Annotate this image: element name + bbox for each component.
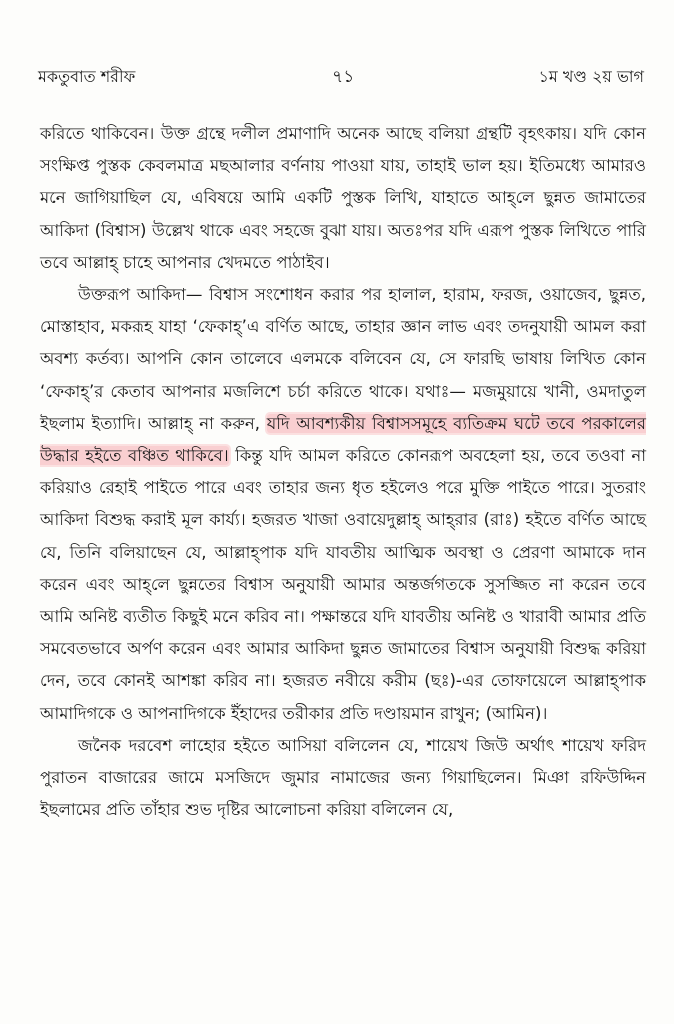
paragraph-2-text-after: কিন্তু যদি আমল করিতে কোনরূপ অবহেলা হয়, তবে তওবা না করিয়াও রেহাই পাইতে পারে এবং তাহার জন্য ধৃত হইলেও পরে মুক্তি পাইতে পারে। সুতরাং আকিদা বিশুদ্ধ করাই মূল কার্য্য। হজরত খাজা ওবায়েদুল্লাহ্‌ আহ্‌রার (রাঃ) হইতে বর্ণিত আছে যে, তিনি বলিয়াছেন যে, আল্লাহ্‌পাক যদি যাবতীয় আত্মিক অবস্থা ও প্রেরণা আমাকে দান করেন এবং আহ্‌লে ছুন্নতের বিশ্বাস অনুযায়ী আমার অন্তর্জগতকে সুসজ্জিত না করেন তবে আমি অনিষ্ট ব্যতীত কিছুই মনে করিব না। পক্ষান্তরে যদি যাবতীয় অনিষ্ট ও খারাবী আমার প্রতি সমবেতভাবে অর্পণ করেন এবং আমার আকিদা ছুন্নত জামাতের বিশ্বাস অনুযায়ী বিশুদ্ধ করিয়া দেন, তবে কোনই আশঙ্কা করিব না। হজরত নবীয়ে করীম (ছঃ)-এর তোফায়েলে আল্লাহ্‌পাক আমাদিগকে ও আপনাদিগকে ইঁহাদের তরীকার প্রতি দণ্ডায়মান রাখুন; (আমিন)।	[40, 446, 646, 723]
paragraph-1-text: করিতে থাকিবেন। উক্ত গ্রন্থে দলীল প্রমাণাদি অনেক আছে বলিয়া গ্রন্থটি বৃহৎকায়। যদি কোন সংক্ষিপ্ত পুস্তক কেবলমাত্র মছআলার বর্ণনায় পাওয়া যায়, তাহাই ভাল হয়। ইতিমধ্যে আমারও মনে জাগিয়াছিল যে, এবিষয়ে আমি একটি পুস্তক লিখি, যাহাতে আহ্‌লে ছুন্নত জামাতের আকিদা (বিশ্বাস) উল্লেখ থাকে এবং সহজে বুঝা যায়। অতঃপর যদি এরূপ পুস্তক লিখিতে পারি তবে আল্লাহ্‌ চাহে আপনার খেদমতে পাঠাইব।	[40, 124, 646, 272]
paragraph-3-text: জনৈক দরবেশ লাহোর হইতে আসিয়া বলিলেন যে, শায়েখ জিউ অর্থাৎ শায়েখ ফরিদ পুরাতন বাজারের জামে মসজিদে জুমার নামাজের জন্য গিয়াছিলেন। মিঞা রফিউদ্দিন ইছলামের প্রতি তাঁহার শুভ দৃষ্টির আলোচনা করিয়া বলিলেন যে,	[40, 735, 646, 820]
paragraph-2	[40, 279, 646, 730]
running-head	[38, 62, 644, 92]
paragraph-2-text-before: উক্তরূপ আকিদা— বিশ্বাস সংশোধন করার পর হালাল, হারাম, ফরজ, ওয়াজেব, ছুন্নত, মোস্তাহাব, মকরূহ যাহা ‘ফেকাহ্‌’এ বর্ণিত আছে, তাহার জ্ঞান লাভ এবং তদনুযায়ী আমল করা অবশ্য কর্তব্য। আপনি কোন তালেবে এলমকে বলিবেন যে, সে ফারছি ভাষায় লিখিত কোন ‘ফেকাহ্‌’র কেতাব আপনার মজলিশে চর্চা করিতে থাকে। যথাঃ— মজমুয়ায়ে খানী, ওমদাতুল ইছলাম ইত্যাদি। আল্লাহ্‌ না করুন,	[40, 285, 646, 433]
header-book-title: মকতুবাত শরীফ	[38, 67, 136, 86]
highlighted-sentence: যদি আবশ্যকীয় বিশ্বাসসমূহে ব্যতিক্রম ঘটে তবে পরকালের উদ্ধার হইতে বঞ্চিত থাকিবে।	[40, 413, 646, 466]
paragraph-3	[40, 730, 646, 827]
page-number: ৭১	[332, 67, 355, 87]
header-volume-part: ১ম খণ্ড ২য় ভাগ	[538, 67, 644, 86]
paragraph-1	[40, 118, 646, 279]
body-text	[40, 118, 646, 826]
